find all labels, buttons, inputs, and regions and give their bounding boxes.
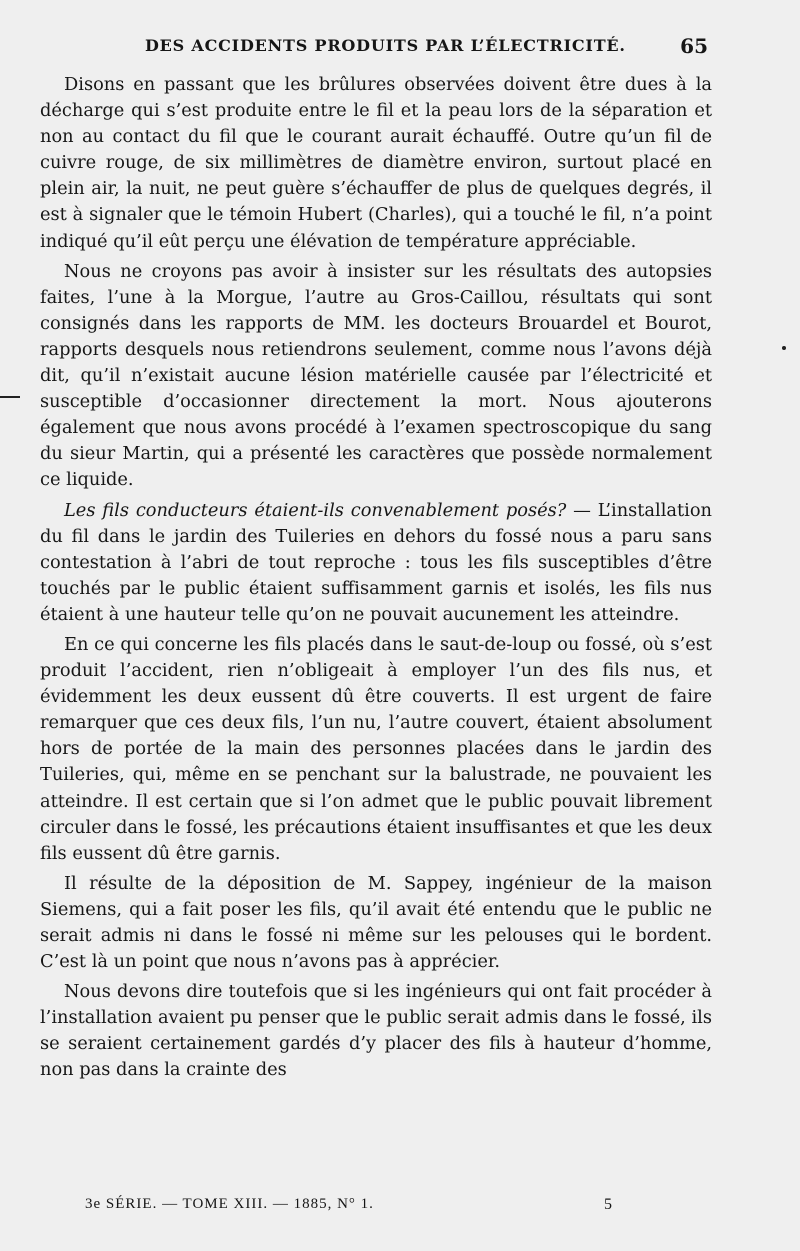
paragraph-engineers xyxy=(40,979,712,1083)
paragraph-text: Disons en passant que les brûlures observées doivent être dues à la décharge qui s’est produite entre le fil et la peau lors de la séparation et non au contact du fil que le courant aurait échauffé. Outre qu’un fil de cuivre rouge, de six millimètres de diamètre environ, surtout placé en plein air, la nuit, ne peut guère s’échauffer de plus de quelques degrés, il est à signaler que le témoin Hubert (Charles), qui a touché le fil, n’a point indiqué qu’il eût perçu une élévation de température appréciable. xyxy=(40,74,712,252)
signature-mark: 5 xyxy=(604,1196,612,1213)
footer-series: 3e SÉRIE. — TOME XIII. — 1885, N° 1. xyxy=(85,1196,374,1212)
paragraph-text: Nous ne croyons pas avoir à insister sur les résultats des autopsies faites, l’une à la Morgue, l’autre au Gros-Caillou, résultats qui sont consignés dans les rapports de MM. les docteurs Brouardel et Bourot, rapports desquels nous retiendrons seulement, comme nous l’avons déjà dit, qu’il n’existait aucune lésion matérielle causée par l’électricité et susceptible d’occasionner directement la mort. Nous ajouterons également que nous avons procédé à l’examen spectroscopique du sang du sieur Martin, qui a présenté les caractères que possède normalement ce liquide. xyxy=(40,260,712,491)
margin-dot xyxy=(782,346,786,350)
paragraph-sappey xyxy=(40,871,712,975)
running-title: DES ACCIDENTS PRODUITS PAR L’ÉLECTRICITÉ. xyxy=(145,36,626,55)
margin-mark xyxy=(0,396,20,398)
paragraph-italic-lead: Les fils conducteurs étaient-ils convenablement posés? xyxy=(64,499,567,521)
paragraph-text: — L’installation du fil dans le jardin des Tuileries en dehors du fossé nous a paru sans contestation à l’abri de tout reproche : tous les fils susceptibles d’être touchés par le public étaient suffisamment garnis et isolés, les fils nus étaient à une hauteur telle qu’on ne pouvait aucunement les atteindre. xyxy=(40,499,712,625)
page-footer xyxy=(0,1196,800,1220)
paragraph-text: Nous devons dire toutefois que si les ingénieurs qui ont fait procéder à l’installation avaient pu penser que le public serait admis dans le fossé, ils se seraient certainement gardés d’y placer des fils à hauteur d’homme, non pas dans la crainte des xyxy=(40,981,712,1081)
paragraph-installation xyxy=(40,498,712,628)
body-text xyxy=(40,72,712,1088)
paragraph-saut-de-loup xyxy=(40,632,712,867)
paragraph-burns xyxy=(40,72,712,255)
running-head xyxy=(0,34,800,60)
paragraph-text: En ce qui concerne les fils placés dans le saut-de-loup ou fossé, où s’est produit l’accident, rien n’obligeait à employer l’un des fils nus, et évidemment les deux eussent dû être couverts. Il est urgent de faire remarquer que ces deux fils, l’un nu, l’autre couvert, étaient absolument hors de portée de la main des personnes placées dans le jardin des Tuileries, qui, même en se penchant sur la balustrade, ne pouvaient les atteindre. Il est certain que si l’on admet que le public pouvait librement circuler dans le fossé, les précautions étaient insuffisantes et que les deux fils eussent dû être garnis. xyxy=(40,633,712,864)
page-number: 65 xyxy=(680,34,708,58)
paragraph-autopsies xyxy=(40,259,712,494)
paragraph-text: Il résulte de la déposition de M. Sappey, ingénieur de la maison Siemens, qui a fait poser les fils, qu’il avait été entendu que le public ne serait admis ni dans le fossé ni même sur les pelouses qui le bordent. C’est là un point que nous n’avons pas à apprécier. xyxy=(40,872,712,973)
